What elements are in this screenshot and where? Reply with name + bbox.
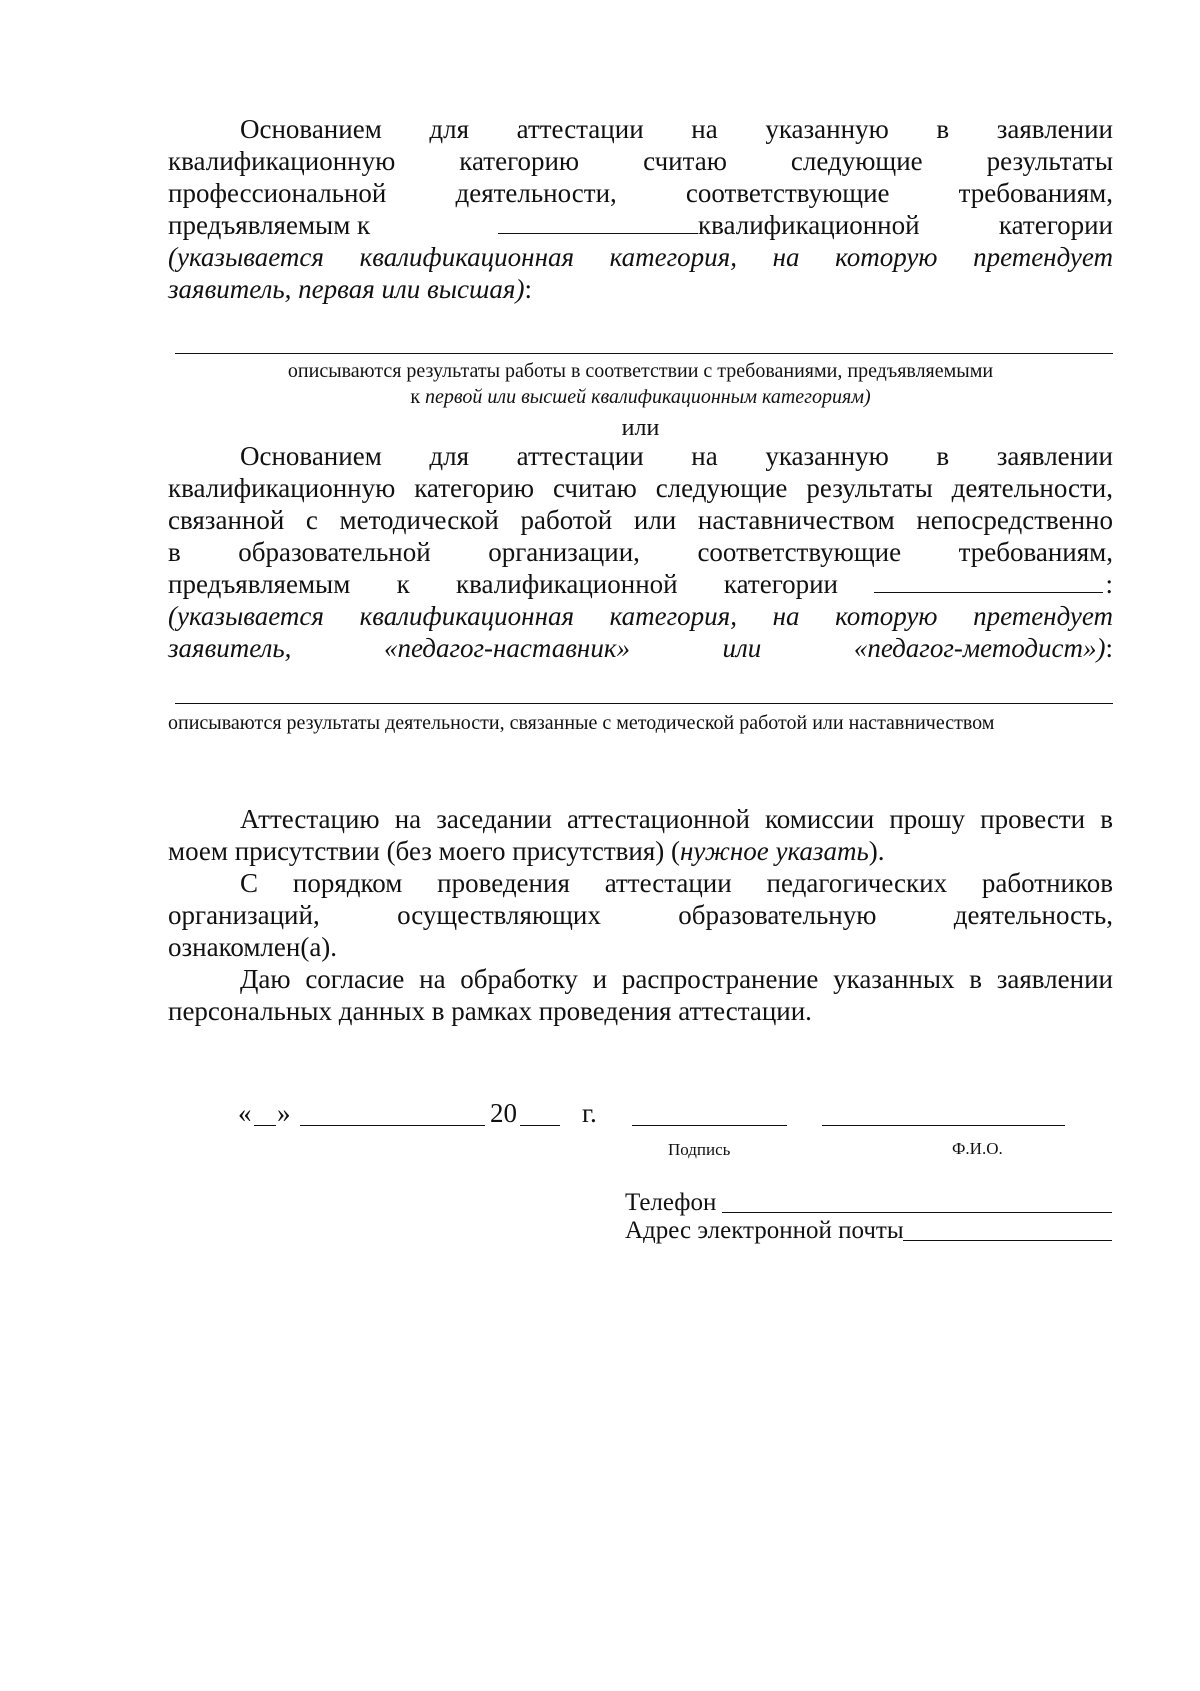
section2-line-1: Основанием для аттестации на указанную в заявлении — [240, 441, 1113, 471]
procedure-line-3: ознакомлен(а). — [168, 932, 338, 962]
presence-line-1: Аттестацию на заседании аттестационной комиссии прошу провести в — [240, 804, 1113, 834]
section1-paragraph — [168, 113, 1113, 305]
date-month-blank[interactable] — [300, 1125, 485, 1126]
section1-line4-before: предъявляемым к — [168, 210, 371, 240]
presence-line2-end: ). — [868, 836, 885, 866]
signature-blank[interactable] — [632, 1125, 787, 1126]
consent-paragraph — [168, 963, 1113, 1027]
note2: описываются результаты деятельности, связанные с методической работой или наставничеством — [168, 712, 995, 734]
date-day-blank[interactable] — [254, 1125, 276, 1126]
section2-line-7 — [168, 632, 1113, 664]
section1-italic-line-6: заявитель, первая или высшая) — [168, 274, 525, 304]
date-year-blank[interactable] — [520, 1125, 560, 1126]
presence-paragraph — [168, 803, 1113, 867]
phone-label: Телефон — [625, 1189, 717, 1216]
phone-field[interactable] — [722, 1212, 1112, 1213]
procedure-line-2: организаций, осуществляющих образовательную деятельность, — [168, 900, 1113, 930]
category-blank-2[interactable] — [874, 570, 1103, 593]
section2-italic-line-7: заявитель, «педагог-наставник» или «педагог-методист») — [168, 633, 1106, 663]
date-quote-close: » — [277, 1098, 291, 1128]
full-name-blank[interactable] — [822, 1125, 1065, 1126]
presence-line2-italic: нужное указать — [680, 836, 869, 866]
note1-line-2 — [168, 384, 1113, 410]
section2-line5-before: предъявляемым к квалификационной категории — [168, 569, 838, 599]
section2-line-3: связанной с методической работой или наставничеством непосредственно — [168, 505, 1113, 535]
or-word: или — [621, 415, 660, 441]
section1-line4-before-wrap — [168, 209, 468, 241]
note1-line2-prefix: к — [410, 386, 426, 408]
note1 — [168, 358, 1113, 410]
results-answer-line-1[interactable] — [175, 353, 1113, 354]
email-field[interactable] — [903, 1240, 1112, 1241]
category-blank-1[interactable] — [498, 211, 698, 234]
date-quote-open: « — [238, 1098, 252, 1128]
section2-italic-line-6: (указывается квалификационная категория, на которую претендует — [168, 601, 1113, 631]
section1-line-6 — [168, 273, 1113, 305]
consent-line-1: Даю согласие на обработку и распространение указанных в заявлении — [240, 964, 1113, 994]
section2-line7-tail: : — [1105, 633, 1113, 663]
section1-line-4 — [168, 209, 1113, 241]
section1-line4-after: квалификационной категории — [698, 210, 1113, 240]
date-year-prefix: 20 — [490, 1098, 517, 1128]
procedure-paragraph — [168, 867, 1113, 963]
section1-line6-tail: : — [524, 274, 532, 304]
section2-line-5 — [168, 568, 1113, 600]
full-name-caption: Ф.И.О. — [952, 1139, 1003, 1158]
email-label: Адрес электронной почты — [625, 1217, 904, 1244]
section2-line-4: в образовательной организации, соответствующие требованиям, — [168, 537, 1113, 567]
results-answer-line-2[interactable] — [175, 703, 1113, 704]
presence-line2-plain: моем присутствии (без моего присутствия) ( — [168, 836, 681, 866]
section1-line-2: квалификационную категорию считаю следующие результаты — [168, 146, 1113, 176]
section2-line-2: квалификационную категорию считаю следующие результаты деятельности, — [168, 473, 1113, 503]
presence-line-2 — [168, 835, 1113, 867]
note1-line-1: описываются результаты работы в соответствии с требованиями, предъявляемыми — [287, 360, 994, 382]
procedure-line-1: С порядком проведения аттестации педагогических работников — [240, 868, 1113, 898]
consent-line-2: персональных данных в рамках проведения аттестации. — [168, 996, 812, 1026]
section1-italic-line-5: (указывается квалификационная категория, на которую претендует — [168, 242, 1113, 272]
signature-caption: Подпись — [668, 1140, 731, 1159]
date-year-suffix: г. — [582, 1098, 597, 1128]
section2-paragraph — [168, 440, 1113, 664]
note1-line2-italic: первой или высшей квалификационным категориям) — [425, 386, 871, 408]
section1-line-3: профессиональной деятельности, соответствующие требованиям, — [168, 178, 1113, 208]
section1-line-1: Основанием для аттестации на указанную в заявлении — [240, 114, 1113, 144]
section2-line5-after: : — [1105, 569, 1113, 599]
